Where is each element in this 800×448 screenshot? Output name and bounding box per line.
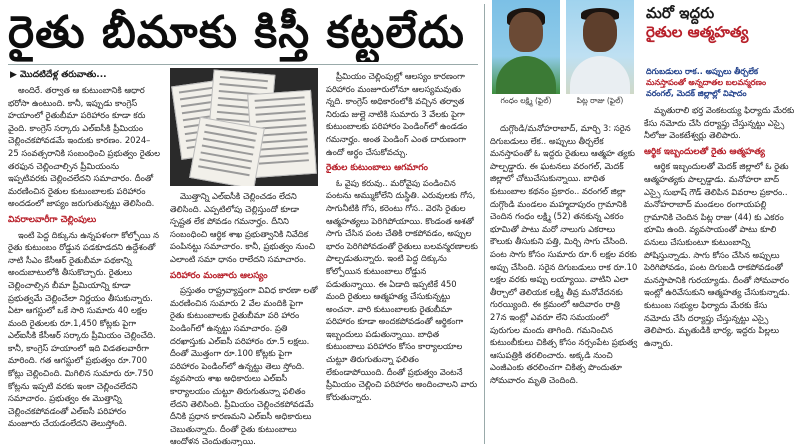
main-headline: రైతు బీమాకు కిస్తీ కట్టలేదు [8, 7, 465, 58]
article-column-4 [490, 122, 638, 446]
paragraph: ప్రీమియం చెల్లింపుల్లో ఆలస్యం కారణంగా పరిహారం మంజూరులోనూ ఆలస్యమవుతు న్నది. కాంగ్రెస్ అధికారంలోకి వచ్చిన తర్వాత నిరుడు జుల్లై నాటికి సుమారు 3 వేలకు పైగా కుటుంబాలకు పరిహారం పెండింగ్‌లో ఉండడం గమనార్హం. అంత పెండింగ్ ఎంత దారుణంగా ఉందో అర్థం చేసుకోవచ్చు. [326, 71, 468, 157]
paragraph: అందిరే. తర్వాత ఆ కుటుంబానికి ఆధార భరోసా ఉంటుంది. కానీ, ఇప్పుడు కాంగ్రెస్ హయాంలో రైతుబీమా పరిహారం కూడా కరు వైంది. కాంగ్రెస్ సర్కారు ఎల్ఐసీకి ప్రీమియం చెల్లించకపోవడమే ఇందుకు కారణం. 2024–25 సంవత్సరానికి సంబంధించి ప్రభుత్వం రైతుల తరఫున చెల్లించాల్సిన ప్రీమియంను ఇప్పటివరకు చెల్లించలేదని సమాచారం. దీంతో మరణించిన రైతుల కుటుంబాలకు పరిహారం అందడంలో జాప్యం జరుగుతున్నట్టు తెలిసింది. [8, 85, 160, 209]
subhead: ఆర్థిక ఇబ్బందులతో రైతు ఆత్మహత్య [644, 146, 765, 157]
story-divider [484, 4, 485, 444]
paragraph: ఇంటి పెద్ద దిక్కును ఉన్నపళంగా కోల్పోయి న రైతు కుటుంబం రోడ్డున పడకూడదని ఉద్దేశంతో నాటి సీఎం కేసీఆర్ రైతుబీమా పథకాన్ని అందుబాటులోకి తీసుకొచ్చారు. రైతులు చెల్లించాల్సిన బీమా ప్రీమియాన్ని కూడా ప్రభుత్వమే చెల్లించేలా నిర్ణయం తీసుకున్నారు. ఏటా ఆగస్టులో ఒకే సారి సుమారు 40 లక్షల మంది రైతులకు రూ.1,450 కోట్లకు పైగా ఎల్ఐసీకి కేసీఆర్ సర్కారు ప్రీమియం చెల్లించేది. కానీ, కాంగ్రెస్ హయాంలో ఇది విడతలవారీగా మారింది. గత ఆగస్టులో ప్రభుత్వం రూ.700 కోట్లు చెల్లించింది. మిగిలిన సుమారు రూ.750 కోట్లను ఇప్పటి వరకు ఇంకా చెల్లించలేదని సమాచారం. ప్రభుత్వం ఈ మొత్తాన్ని చెల్లించకపోవడంతో ఎల్ఐసీ పరిహారం మంజూరు చేయడంలేదని తెలుస్తోంది. [8, 229, 160, 429]
farmer-photo-lakshmi [492, 0, 560, 94]
paragraph: ఓ వైపు కరువు.. మరోవైపు పండించిన పంటను అమ్ముకోలేని దుస్థితి. ఎరువులకు గోస, సాగునీటికి గోస, కరెంటు గోస.. వెరసి రైతుల ఆత్మహత్యలు పెరిగిపోయాయి. కొండంత ఆశతో సాగు చేసిన పంట చేతికి రాకపోవడం, అప్పుల భారం పెరిగిపోవడంతో రైతులు బలవన్మరణాలకు పాల్పడుతున్నారు. ఇంటి పెద్ద దిక్కును కోల్పోయిన కుటుంబాలు రోడ్డున పడుతున్నాయి. ఈ ఏడాది ఇప్పటికే 450 మంది రైతులు ఆత్మహత్య చేసుకున్నట్టు అంచనా. వారి కుటుంబాలకు రైతుబీమా పరిహారం కూడా అందకపోవడంతో ఆర్థికంగా ఇబ్బందులు పడుతున్నాయి. బాధిత కుటుంబాలు పరిహారం కోసం కార్యాలయాల చుట్టూ తిరుగుతున్నా ఫలితం లేకుండాపోయింది. దీంతో ప్రభుత్వం వెంటనే ప్రీమియం చెల్లించి పరిహారం అందించాలని వారు కోరుతున్నారు. [326, 177, 478, 402]
article-column-3 [326, 70, 478, 446]
farmer-photo-raju [566, 0, 634, 94]
photo-caption: పిట్ల రాజు (ఫైల్) [576, 96, 624, 105]
sidebar-headline-line2: రైతుల ఆత్మహత్య [646, 23, 749, 41]
photo-caption: గంధం లక్ష్మి (ఫైల్) [500, 96, 552, 105]
deck-line: మనస్తాపంతో అన్నదాతల బలవన్మరణం [646, 78, 767, 87]
paragraph: దుగ్గొండి/మనోహరాబాద్, మార్చి 3: సరైన దిగుబడులు లేక.. అప్పులు తీర్చలేక మనస్తాపంతో ఓ ఇద్దరు రైతులు ఆత్మహ త్యకు పాల్పడ్డారు. ఈ ఘటనలు వరంగల్, మెదక్ జిల్లాలో చోటుచేసుకున్నాయి. బాధిత కుటుంబాల కథనం ప్రకారం.. వరంగల్ జిల్లా దుగ్గొండి మండలం మహ్మదాపురం గ్రామానికి చెందిన గంధం లక్ష్మి (52) తనకున్న ఎకరం భూమితో పాటు మరో నాలుగు ఎకరాలు కౌలుకు తీసుకుని పత్తి, మిర్చి సాగు చేసింది. పంట సాగు కోసం సుమారు రూ.6 లక్షల వరకు అప్పు చేసింది. సరైన దిగుబడులు రాక రూ.10 లక్షల వరకు అప్పు లయ్యాయి. వాటిని ఎలా తీర్చాలో తెలియక లక్ష్మి తీవ్ర మనోవేదనకు గురయ్యింది. ఈ క్రమంలో ఆదివారం రాత్రి 27న ఇంట్లో ఎవరూ లేని సమయంలో పురుగుల మందు తాగింది. గమనించిన కుటుంబీకులు చికిత్స కోసం నర్సంపేట ప్రభుత్వ ఆసుపత్రికి తరలించారు. అక్కడి నుంచి ఎంజీఎంకు తరలించగా చికిత్స పొందుతూ సోమవారం మృతి చెందింది. [490, 123, 638, 385]
article-column-5 [644, 104, 796, 446]
sidebar-headline [646, 4, 798, 42]
headline-rule [8, 64, 478, 65]
sidebar-headline-line1: మరో ఇద్దరు [646, 4, 715, 22]
article-column-2 [170, 190, 318, 446]
subhead: పరిహారం మంజూరు ఆలస్యం [170, 270, 268, 281]
deck-line: వరంగల్, మెదక్ జిల్లాల్లో విషాదం [646, 89, 747, 98]
subhead: వివరాలవారీగా చెల్లింపులు [8, 214, 97, 225]
paragraph: ప్రస్తుతం రాష్ట్రవ్యాప్తంగా వివిధ కారణా లతో మరణించిన సుమారు 2 వేల మందికి పైగా రైతు కుటుంబాలకు రైతుబీమా పరి హారం పెండింగ్‌లో ఉన్నట్టు సమాచారం. ప్రతి దరఖాస్తుకు ఎల్ఐసీ పరిహారం రూ.5 లక్షలు. దీంతో మొత్తంగా రూ.100 కోట్లకు పైగా పరిహారం పెండింగ్‌లో ఉన్నట్టు తెలు స్తోంది. వ్యవసాయ శాఖ అధికారులు ఎల్ఐసీ కార్యాలయం చుట్టూ తిరుగుతున్నా ఫలితం లేదని తెలిసింది. ప్రీమియం చెల్లించకపోవడమే దీనికి ప్రధాన కారణమని ఎల్ఐసీ అధికారులు చెబుతున్నారు. దీంతో రైతు కుటుంబాలు ఆందోళన చెందుతున్నాయి. [170, 285, 318, 446]
paragraph: మృతురాలి భర్త వెంకటయ్య ఫిర్యాదు మేరకు కేసు నమోదు చేసి దర్యాప్తు చేస్తున్నట్టు ఎస్సై నీలోజు వెంకటేశ్వర్లు తెలిపారు. [644, 105, 795, 141]
insurance-documents-photo [170, 68, 318, 186]
sidebar-deck [646, 66, 798, 99]
deck-line: దిగుబడులు రాక.. అప్పులు తీర్చలేక [646, 67, 759, 76]
subhead: రైతుల కుటుంబాలు ఆగమాగం [326, 163, 428, 174]
paragraph: మొత్తాన్ని ఎల్ఐసీకి చెల్లించడం లేదని తెలిసింది. ఎప్పటిలోపు చెల్లిస్తుందో కూడా స్పష్టత లేక పోవడం గమనార్హం. దీనిని సంబంధించి ఆర్థిక శాఖ ప్రభుత్వానికి నివేదిక పంపినట్టు సమాచారం. కానీ, ప్రభుత్వం నుంచి ఎలాంటి సమా ధానం రాలేదని సమాచారం. [170, 191, 316, 264]
kicker: ▶ మొదటిదేళ్ల తరువాతు... [10, 70, 107, 80]
article-column-1 [8, 84, 160, 446]
paragraph: ఆర్థిక ఇబ్బందులతో మెదక్ జిల్లాలో ఓ రైతు ఆత్మహత్యకు పాల్పడ్డాడు. మనోహరా బాద్ ఎస్సై సుభాష్ గౌడ్ తెలిపిన వివరాల ప్రకారం.. మనోహరాబాద్ మండలం రంగాయపల్లి గ్రామానికి చెందిన పిట్ల రాజు (44) కు ఎకరం భూమి ఉంది. వ్యవసాయంతో పాటు కూలి పనులు చేసుకుంటూ కుటుంబాన్ని పోషిస్తున్నాడు. సాగు కోసం చేసిన అప్పులు పెరిగిపోవడం, పంట దిగుబడి రాకపోవడంతో మనస్తాపానికి గురయ్యాడు. దీంతో సోమవారం ఇంట్లో ఉరివేసుకుని ఆత్మహత్య చేసుకున్నాడు. కుటుంబ సభ్యుల ఫిర్యాదు మేరకు కేసు నమోదు చేసి దర్యాప్తు చేస్తున్నట్టు ఎస్సై తెలిపారు. మృతుడికి భార్య, ఇద్దరు పిల్లలు ఉన్నారు. [644, 161, 791, 348]
